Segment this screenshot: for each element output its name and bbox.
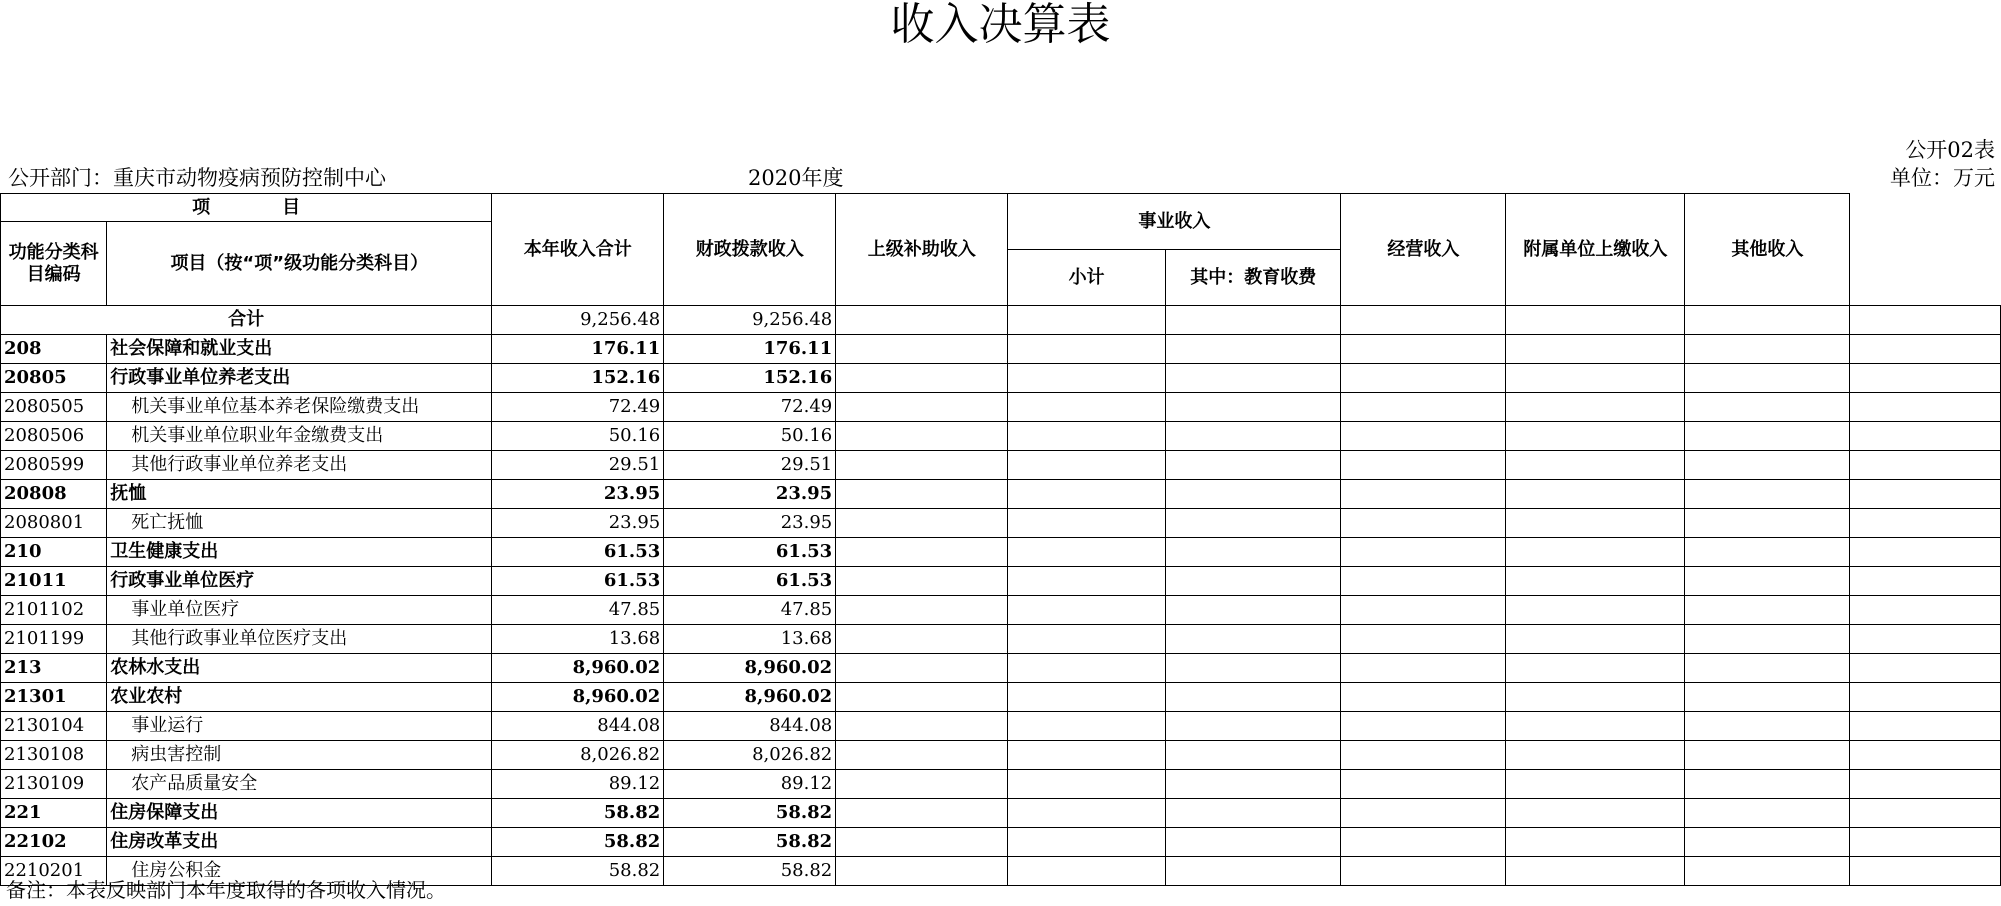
empty-cell <box>1165 625 1341 654</box>
empty-cell <box>1850 567 2001 596</box>
row-fiscal: 844.08 <box>664 712 836 741</box>
empty-cell <box>1685 770 1850 799</box>
row-name: 农产品质量安全 <box>107 770 492 799</box>
row-name: 机关事业单位基本养老保险缴费支出 <box>107 393 492 422</box>
table-row <box>1 335 2001 364</box>
row-total: 58.82 <box>492 799 664 828</box>
empty-cell <box>1685 741 1850 770</box>
row-fiscal: 8,960.02 <box>664 654 836 683</box>
row-total: 8,960.02 <box>492 654 664 683</box>
empty-cell <box>1341 741 1506 770</box>
empty-cell <box>1850 393 2001 422</box>
row-total: 23.95 <box>492 480 664 509</box>
empty-cell <box>1341 364 1506 393</box>
empty-cell <box>1341 770 1506 799</box>
row-fiscal: 61.53 <box>664 567 836 596</box>
row-fiscal: 58.82 <box>664 828 836 857</box>
row-code: 2130108 <box>1 741 107 770</box>
row-fiscal: 8,960.02 <box>664 683 836 712</box>
empty-cell <box>1341 393 1506 422</box>
row-code: 2080801 <box>1 509 107 538</box>
empty-cell <box>836 857 1008 886</box>
row-code: 213 <box>1 654 107 683</box>
header-education: 其中：教育收费 <box>1165 250 1341 306</box>
row-total: 72.49 <box>492 393 664 422</box>
row-total: 8,960.02 <box>492 683 664 712</box>
empty-cell <box>1008 596 1166 625</box>
row-code: 2210201 <box>1 857 107 886</box>
empty-cell <box>1506 509 1685 538</box>
empty-cell <box>1165 712 1341 741</box>
empty-cell <box>1341 625 1506 654</box>
empty-cell <box>836 422 1008 451</box>
empty-cell <box>836 683 1008 712</box>
empty-cell <box>1165 538 1341 567</box>
fiscal-year: 2020年度 <box>748 166 844 190</box>
empty-cell <box>1685 538 1850 567</box>
header-affiliated: 附属单位上缴收入 <box>1506 194 1685 306</box>
department-label: 公开部门：重庆市动物疫病预防控制中心 <box>8 166 386 190</box>
empty-cell <box>1341 683 1506 712</box>
empty-cell <box>1506 799 1685 828</box>
table-row <box>1 683 2001 712</box>
empty-cell <box>1850 625 2001 654</box>
empty-cell <box>1685 509 1850 538</box>
empty-cell <box>1008 654 1166 683</box>
table-row <box>1 480 2001 509</box>
total-fiscal: 9,256.48 <box>664 306 836 335</box>
empty-cell <box>1341 596 1506 625</box>
empty-cell <box>1165 828 1341 857</box>
empty-cell <box>836 799 1008 828</box>
empty-cell <box>1008 480 1166 509</box>
table-row <box>1 567 2001 596</box>
empty-cell <box>1165 480 1341 509</box>
empty-cell <box>1506 828 1685 857</box>
header-code: 功能分类科目编码 <box>1 222 107 306</box>
empty-cell <box>836 393 1008 422</box>
row-total: 47.85 <box>492 596 664 625</box>
row-total: 29.51 <box>492 451 664 480</box>
empty-cell <box>1341 857 1506 886</box>
empty-cell <box>1850 799 2001 828</box>
row-code: 2101199 <box>1 625 107 654</box>
empty-cell <box>836 538 1008 567</box>
empty-cell <box>1341 538 1506 567</box>
empty-cell <box>1341 451 1506 480</box>
row-total: 58.82 <box>492 828 664 857</box>
empty-cell <box>1685 393 1850 422</box>
row-total: 152.16 <box>492 364 664 393</box>
empty-cell <box>1685 683 1850 712</box>
empty-cell <box>1506 393 1685 422</box>
empty-cell <box>1008 625 1166 654</box>
empty-cell <box>1341 480 1506 509</box>
empty-cell <box>1008 364 1166 393</box>
empty-cell <box>1685 335 1850 364</box>
row-total: 61.53 <box>492 567 664 596</box>
header-other: 其他收入 <box>1685 194 1850 306</box>
table-row <box>1 393 2001 422</box>
row-code: 210 <box>1 538 107 567</box>
empty-cell <box>836 567 1008 596</box>
empty-cell <box>836 451 1008 480</box>
empty-cell <box>1850 335 2001 364</box>
empty-cell <box>1165 364 1341 393</box>
empty-cell <box>1506 741 1685 770</box>
empty-cell <box>1341 422 1506 451</box>
row-code: 21011 <box>1 567 107 596</box>
row-code: 2080599 <box>1 451 107 480</box>
empty-cell <box>1685 596 1850 625</box>
row-fiscal: 29.51 <box>664 451 836 480</box>
table-row <box>1 741 2001 770</box>
table-row <box>1 451 2001 480</box>
empty-cell <box>836 828 1008 857</box>
row-name: 其他行政事业单位医疗支出 <box>107 625 492 654</box>
income-table <box>0 193 2001 886</box>
table-row <box>1 799 2001 828</box>
empty-cell <box>1165 596 1341 625</box>
row-name: 抚恤 <box>107 480 492 509</box>
empty-cell <box>1165 799 1341 828</box>
empty-cell <box>1506 712 1685 741</box>
row-fiscal: 89.12 <box>664 770 836 799</box>
empty-cell <box>1341 654 1506 683</box>
empty-cell <box>1685 567 1850 596</box>
empty-cell <box>836 364 1008 393</box>
empty-cell <box>1165 741 1341 770</box>
empty-cell <box>1506 654 1685 683</box>
empty-cell <box>1685 364 1850 393</box>
row-code: 22102 <box>1 828 107 857</box>
empty-cell <box>1008 712 1166 741</box>
table-row <box>1 654 2001 683</box>
empty-cell <box>836 480 1008 509</box>
row-name: 卫生健康支出 <box>107 538 492 567</box>
row-code: 20805 <box>1 364 107 393</box>
footnote: 备注：本表反映部门本年度取得的各项收入情况。 <box>6 878 446 902</box>
row-name: 死亡抚恤 <box>107 509 492 538</box>
row-fiscal: 61.53 <box>664 538 836 567</box>
row-total: 89.12 <box>492 770 664 799</box>
table-row <box>1 828 2001 857</box>
empty-cell <box>1685 480 1850 509</box>
empty-cell <box>1506 857 1685 886</box>
row-fiscal: 152.16 <box>664 364 836 393</box>
empty-cell <box>1850 741 2001 770</box>
header-operating: 经营收入 <box>1341 194 1506 306</box>
empty-cell <box>1850 828 2001 857</box>
row-fiscal: 176.11 <box>664 335 836 364</box>
table-row <box>1 538 2001 567</box>
empty-cell <box>836 596 1008 625</box>
empty-cell <box>1850 480 2001 509</box>
empty-cell <box>1685 625 1850 654</box>
row-fiscal: 8,026.82 <box>664 741 836 770</box>
empty-cell <box>1341 509 1506 538</box>
empty-cell <box>1685 857 1850 886</box>
empty-cell <box>836 654 1008 683</box>
empty-cell <box>1165 770 1341 799</box>
empty-cell <box>1850 538 2001 567</box>
row-code: 20808 <box>1 480 107 509</box>
row-total: 8,026.82 <box>492 741 664 770</box>
empty-cell <box>1685 712 1850 741</box>
header-total: 本年收入合计 <box>492 194 664 306</box>
row-code: 2080505 <box>1 393 107 422</box>
row-name: 住房公积金 <box>107 857 492 886</box>
empty-cell <box>1165 393 1341 422</box>
table-row <box>1 712 2001 741</box>
row-code: 2080506 <box>1 422 107 451</box>
row-name: 行政事业单位养老支出 <box>107 364 492 393</box>
empty-cell <box>1850 451 2001 480</box>
row-total: 61.53 <box>492 538 664 567</box>
empty-cell <box>1850 422 2001 451</box>
header-subtotal: 小计 <box>1008 250 1166 306</box>
empty-cell <box>1008 335 1166 364</box>
empty-cell <box>1341 567 1506 596</box>
row-name: 事业运行 <box>107 712 492 741</box>
empty-cell <box>1008 741 1166 770</box>
table-row <box>1 625 2001 654</box>
empty-cell <box>1008 451 1166 480</box>
empty-cell <box>836 741 1008 770</box>
row-total: 23.95 <box>492 509 664 538</box>
empty-cell <box>1008 683 1166 712</box>
row-fiscal: 58.82 <box>664 857 836 886</box>
table-row <box>1 364 2001 393</box>
row-name: 其他行政事业单位养老支出 <box>107 451 492 480</box>
empty-cell <box>1685 654 1850 683</box>
row-name: 农业农村 <box>107 683 492 712</box>
table-row <box>1 770 2001 799</box>
row-name: 住房保障支出 <box>107 799 492 828</box>
empty-cell <box>1506 451 1685 480</box>
row-total: 844.08 <box>492 712 664 741</box>
empty-cell <box>1165 567 1341 596</box>
empty-cell <box>1850 770 2001 799</box>
total-label: 合计 <box>1 306 492 335</box>
empty-cell <box>1008 422 1166 451</box>
empty-cell <box>1850 654 2001 683</box>
empty-cell <box>1850 364 2001 393</box>
empty-cell <box>1008 538 1166 567</box>
empty-cell <box>1165 422 1341 451</box>
row-total: 13.68 <box>492 625 664 654</box>
row-code: 2130109 <box>1 770 107 799</box>
empty-cell <box>1165 509 1341 538</box>
empty-cell <box>1506 770 1685 799</box>
empty-cell <box>836 335 1008 364</box>
empty-cell <box>1008 770 1166 799</box>
empty-cell <box>1008 828 1166 857</box>
empty-cell <box>1008 857 1166 886</box>
header-business: 事业收入 <box>1008 194 1341 250</box>
empty-cell <box>1850 712 2001 741</box>
empty-cell <box>1685 451 1850 480</box>
empty-cell <box>1008 799 1166 828</box>
row-fiscal: 23.95 <box>664 480 836 509</box>
row-code: 21301 <box>1 683 107 712</box>
empty-cell <box>1165 857 1341 886</box>
empty-cell <box>1165 683 1341 712</box>
row-fiscal: 47.85 <box>664 596 836 625</box>
row-name: 行政事业单位医疗 <box>107 567 492 596</box>
row-name: 机关事业单位职业年金缴费支出 <box>107 422 492 451</box>
empty-cell <box>1165 451 1341 480</box>
empty-cell <box>1165 654 1341 683</box>
empty-cell <box>1506 422 1685 451</box>
empty-cell <box>1008 567 1166 596</box>
table-row <box>1 422 2001 451</box>
form-number: 公开02表 <box>1905 138 1995 162</box>
header-superior: 上级补助收入 <box>836 194 1008 306</box>
row-code: 2101102 <box>1 596 107 625</box>
empty-cell <box>1506 480 1685 509</box>
row-fiscal: 13.68 <box>664 625 836 654</box>
header-fiscal: 财政拨款收入 <box>664 194 836 306</box>
row-code: 208 <box>1 335 107 364</box>
empty-cell <box>1341 799 1506 828</box>
row-name: 病虫害控制 <box>107 741 492 770</box>
empty-cell <box>1850 509 2001 538</box>
unit-label: 单位：万元 <box>1890 166 1995 190</box>
empty-cell <box>1850 857 2001 886</box>
empty-cell <box>1165 335 1341 364</box>
empty-cell <box>1506 567 1685 596</box>
empty-cell <box>1008 509 1166 538</box>
empty-cell <box>1506 335 1685 364</box>
empty-cell <box>1506 625 1685 654</box>
empty-cell <box>836 712 1008 741</box>
total-amount: 9,256.48 <box>492 306 664 335</box>
row-fiscal: 23.95 <box>664 509 836 538</box>
empty-cell <box>1850 683 2001 712</box>
table-row <box>1 509 2001 538</box>
empty-cell <box>1341 712 1506 741</box>
row-name: 社会保障和就业支出 <box>107 335 492 364</box>
row-name: 农林水支出 <box>107 654 492 683</box>
row-code: 2130104 <box>1 712 107 741</box>
empty-cell <box>1506 683 1685 712</box>
row-name: 事业单位医疗 <box>107 596 492 625</box>
empty-cell <box>1685 799 1850 828</box>
page-title: 收入决算表 <box>890 0 1111 50</box>
row-fiscal: 50.16 <box>664 422 836 451</box>
empty-cell <box>836 509 1008 538</box>
total-row <box>1 306 2001 335</box>
empty-cell <box>1008 393 1166 422</box>
row-fiscal: 58.82 <box>664 799 836 828</box>
empty-cell <box>1341 335 1506 364</box>
header-name: 项目（按“项”级功能分类科目） <box>107 222 492 306</box>
header-item: 项 目 <box>1 194 492 222</box>
row-code: 221 <box>1 799 107 828</box>
empty-cell <box>1341 828 1506 857</box>
row-total: 58.82 <box>492 857 664 886</box>
row-name: 住房改革支出 <box>107 828 492 857</box>
table-row <box>1 596 2001 625</box>
empty-cell <box>836 625 1008 654</box>
empty-cell <box>1685 828 1850 857</box>
row-fiscal: 72.49 <box>664 393 836 422</box>
empty-cell <box>1506 364 1685 393</box>
row-total: 176.11 <box>492 335 664 364</box>
row-total: 50.16 <box>492 422 664 451</box>
empty-cell <box>1685 422 1850 451</box>
empty-cell <box>1506 596 1685 625</box>
empty-cell <box>836 770 1008 799</box>
empty-cell <box>1506 538 1685 567</box>
empty-cell <box>1850 596 2001 625</box>
